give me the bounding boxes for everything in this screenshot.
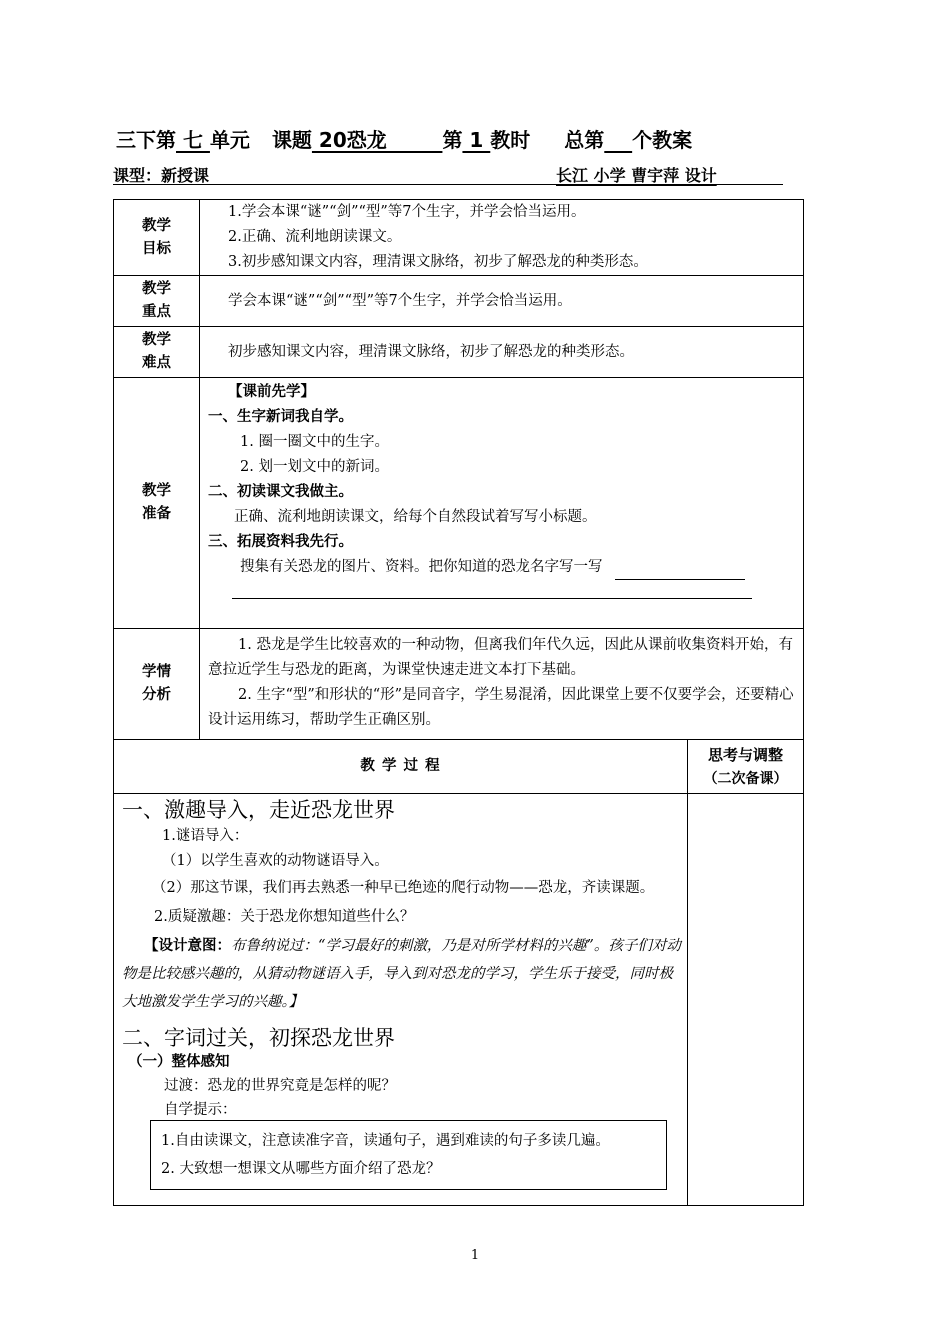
analysis-paragraph: 1. 恐龙是学生比较喜欢的一种动物，但离我们年代久远，因此从课前收集资料开始，有意拉近学生与恐龙的距离，为课堂快速走进文本打下基础。 [208,637,793,678]
page-number: 1 [470,1248,480,1263]
process-content [114,794,688,1206]
header-prefix: 三下第 [116,128,176,152]
total-prefix: 总第 [564,128,605,152]
objective-item: 3.初步感知课文内容，理清课文脉络，初步了解恐龙的种类形态。 [228,254,648,270]
prep-section-1-title: 一、生字新词我自学。 [208,409,353,425]
objectives-row [114,200,804,276]
designer: 长江 小学 曹宇萍 设计 [556,166,717,185]
answer-line [232,580,752,599]
subheader-rule [113,184,783,185]
process-line: 过渡：恐龙的世界究竟是怎样的呢？ [164,1078,396,1094]
process-heading-row [114,740,804,794]
difficulties-label: 教学 难点 [114,327,200,378]
analysis-label: 学情 分析 [114,629,200,740]
total-blank [604,128,632,152]
pre-study-heading: 【课前先学】 [228,384,315,400]
process-body-row [114,794,804,1206]
section-2-subtitle: （一）整体感知 [128,1054,230,1070]
preparation-content [200,378,804,629]
lesson-label: 课题 [271,128,312,152]
lesson-title: 20恐龙 [311,128,443,152]
prep-section-3-line [208,555,797,580]
process-line: （1）以学生喜欢的动物谜语导入。 [162,853,389,869]
analysis-row [114,629,804,740]
lesson-type: 课型：新授课 [113,166,210,185]
process-heading: 教 学 过 程 [114,740,688,794]
preparation-label: 教学 准备 [114,378,200,629]
process-line: 2.质疑激趣：关于恐龙你想知道些什么？ [154,909,415,925]
process-line: 1.谜语导入： [162,828,249,844]
process-line: （2）那这节课，我们再去熟悉一种早已绝迹的爬行动物——恐龙，齐读课题。 [152,880,655,896]
study-tip: 1.自由读课文，注意读准字音，读通句子，遇到难读的句子多读几遍。 [161,1133,610,1149]
analysis-content [200,629,804,740]
revision-notes-cell [688,794,804,1206]
difficulties-text: 初步感知课文内容，理清课文脉络，初步了解恐龙的种类形态。 [200,327,804,378]
period-number: 1 [462,128,491,152]
analysis-paragraph: 2. 生字“型”和形状的“形”是同音字，学生易混淆，因此课堂上要不仅要学会，还要精心设计运用练习，帮助学生正确区别。 [208,687,794,728]
design-intent [122,932,681,1016]
preparation-row [114,378,804,629]
answer-blank [615,579,745,580]
total-suffix: 个教案 [632,128,693,152]
lesson-header [116,124,692,153]
prep-section-3-title: 三、拓展资料我先行。 [208,534,353,550]
objectives-label: 教学 目标 [114,200,200,276]
period-word: 教时 [490,128,531,152]
unit-number: 七 [176,128,210,152]
prep-section-2-title: 二、初读课文我做主。 [208,484,353,500]
period-prefix: 第 [442,128,463,152]
study-tip: 2. 大致想一想课文从哪些方面介绍了恐龙？ [161,1161,441,1177]
lesson-plan-table [113,199,804,1206]
prep-item: 1. 圈一圈文中的生字。 [240,434,389,450]
revision-heading: 思考与调整 （二次备课） [688,740,804,794]
difficulties-row [114,327,804,378]
objective-item: 1.学会本课“谜”“剑”“型”等7个生字，并学会恰当运用。 [228,204,586,220]
section-1-title: 一、激趣导入，走近恐龙世界 [122,798,395,822]
design-intent-label: 【设计意图： [144,938,231,954]
key-points-row [114,276,804,327]
key-points-text: 学会本课“谜”“剑”“型”等7个生字，并学会恰当运用。 [200,276,804,327]
prep-section-2-text: 正确、流利地朗读课文，给每个自然段试着写写小标题。 [234,509,597,525]
objectives-content [200,200,804,276]
prep-item: 2. 划一划文中的新词。 [240,459,389,475]
design-intent-text: 布鲁纳说过：“学习最好的刺激，乃是对所学材料的兴趣”。孩子们对动物是比较感兴趣的，从猜动物谜语入手，导入到对恐龙的学习，学生乐于接受，同时极大地激发学生学习的兴趣。】 [122,938,681,1010]
study-tips-box [150,1120,667,1190]
process-line: 自学提示： [164,1102,237,1118]
prep-section-3-text: 搜集有关恐龙的图片、资料。把你知道的恐龙名字写一写 [240,559,603,575]
key-points-label: 教学 重点 [114,276,200,327]
objective-item: 2.正确、流利地朗读课文。 [228,229,402,245]
section-2-title: 二、字词过关，初探恐龙世界 [122,1026,395,1050]
unit-word: 单元 [209,128,250,152]
